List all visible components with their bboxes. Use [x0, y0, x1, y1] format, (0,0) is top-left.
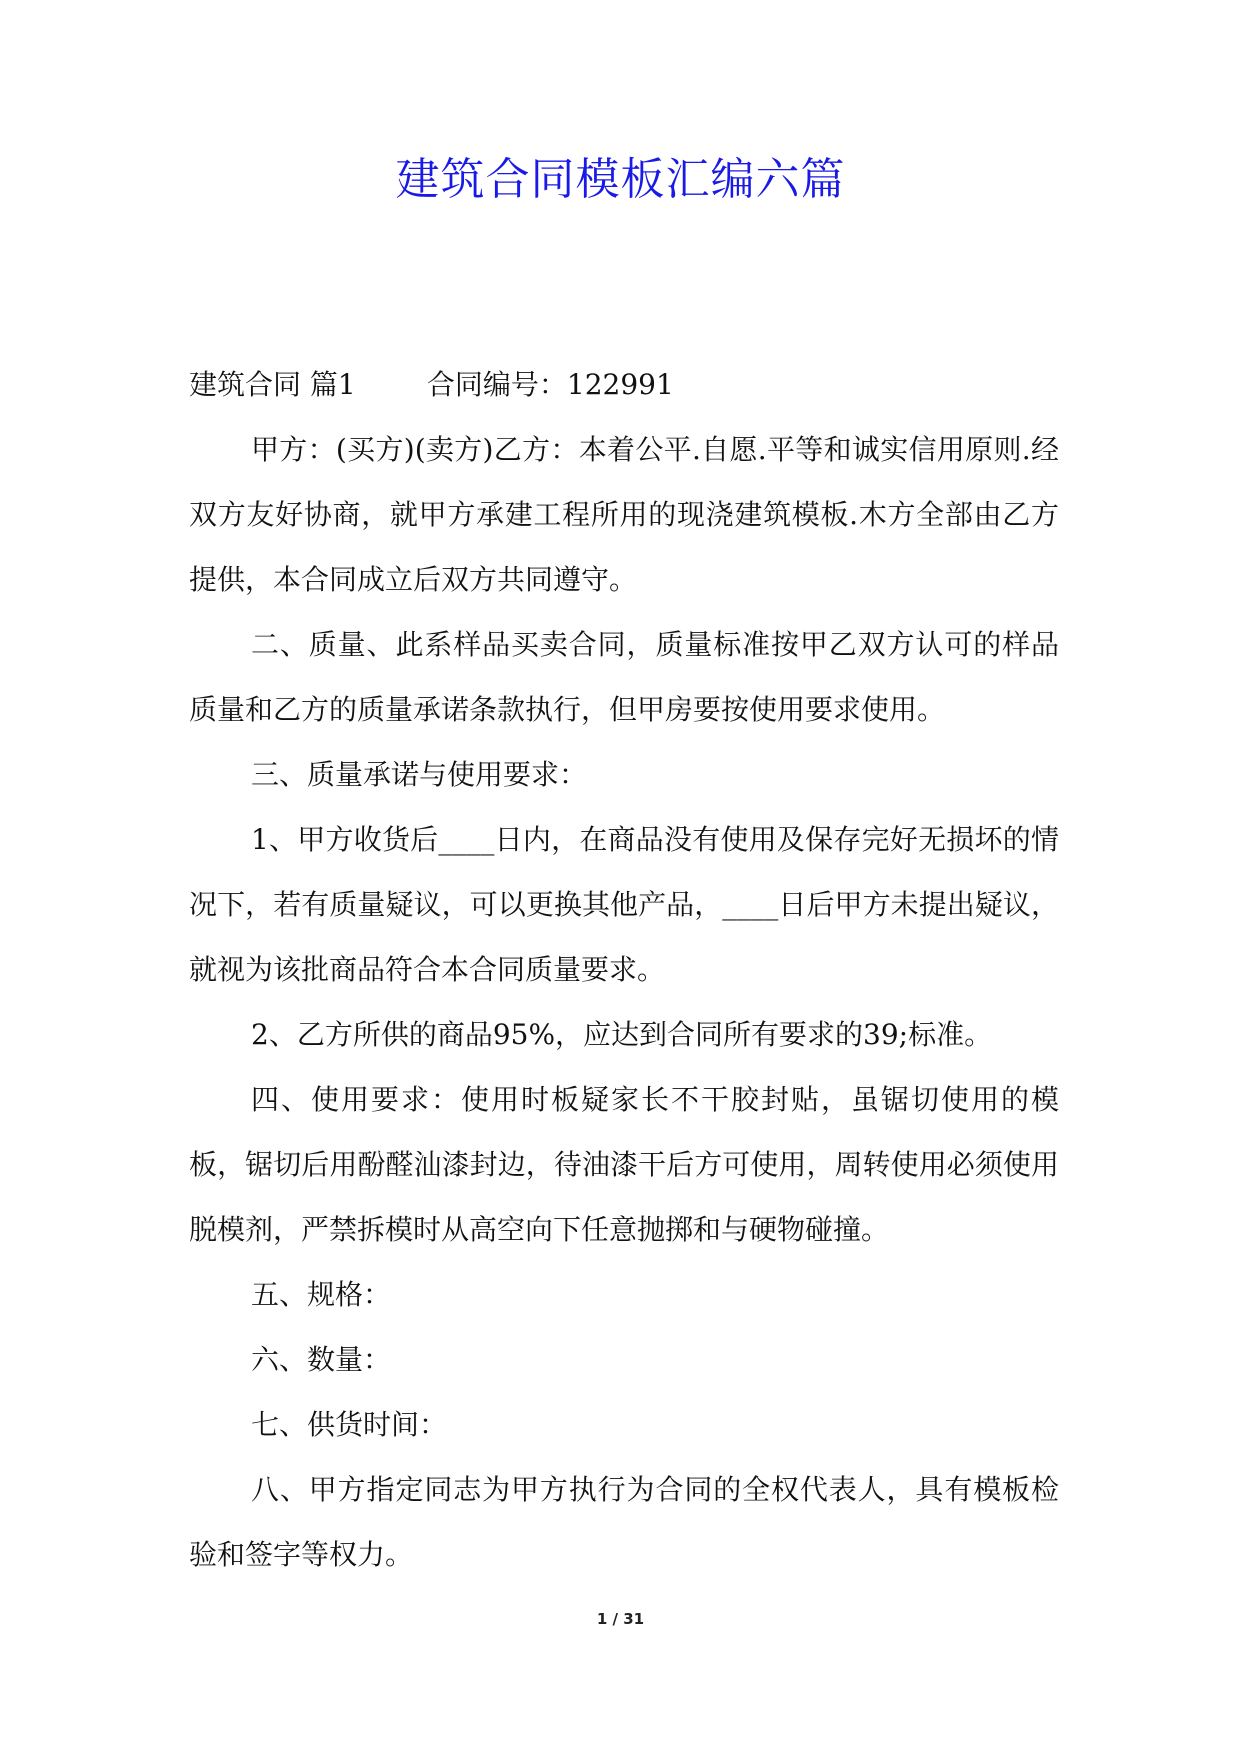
paragraph: 四、使用要求：使用时板疑家长不干胶封贴，虽锯切使用的模板，锯切后用酚醛汕漆封边，待油漆干后方可使用，周转使用必须使用脱模剂，严禁拆模时从高空向下任意抛掷和与硬物碰撞。 — [189, 1083, 1059, 1246]
paragraph: 二、质量、此系样品买卖合同，质量标准按甲乙双方认可的样品质量和乙方的质量承诺条款执行，但甲房要按使用要求使用。 — [189, 628, 1059, 726]
header-gap — [356, 368, 427, 401]
paragraph: 2、乙方所供的商品95%，应达到合同所有要求的39;标准。 — [251, 1018, 993, 1051]
paragraph: 八、甲方指定同志为甲方执行为合同的全权代表人，具有模板检验和签字等权力。 — [189, 1473, 1059, 1571]
paragraph: 七、供货时间： — [251, 1408, 448, 1441]
document-title: 建筑合同模板汇编六篇 — [395, 154, 846, 205]
paragraph: 六、数量： — [251, 1343, 392, 1376]
section-label: 建筑合同 篇1 — [189, 368, 356, 401]
page-number: 1 / 31 — [596, 1610, 645, 1628]
contract-header — [189, 352, 1059, 417]
paragraph: 三、质量承诺与使用要求： — [251, 758, 588, 791]
document-body — [189, 352, 1059, 1587]
paragraph: 五、规格： — [251, 1278, 392, 1311]
paragraph: 甲方：(买方)(卖方)乙方：本着公平.自愿.平等和诚实信用原则.经双方友好协商，就甲方承建工程所用的现浇建筑模板.木方全部由乙方提供，本合同成立后双方共同遵守。 — [189, 433, 1059, 596]
contract-number: 合同编号：122991 — [426, 368, 674, 401]
paragraph: 1、甲方收货后____日内，在商品没有使用及保存完好无损坏的情况下，若有质量疑议，可以更换其他产品，____日后甲方未提出疑议，就视为该批商品符合本合同质量要求。 — [189, 823, 1059, 986]
